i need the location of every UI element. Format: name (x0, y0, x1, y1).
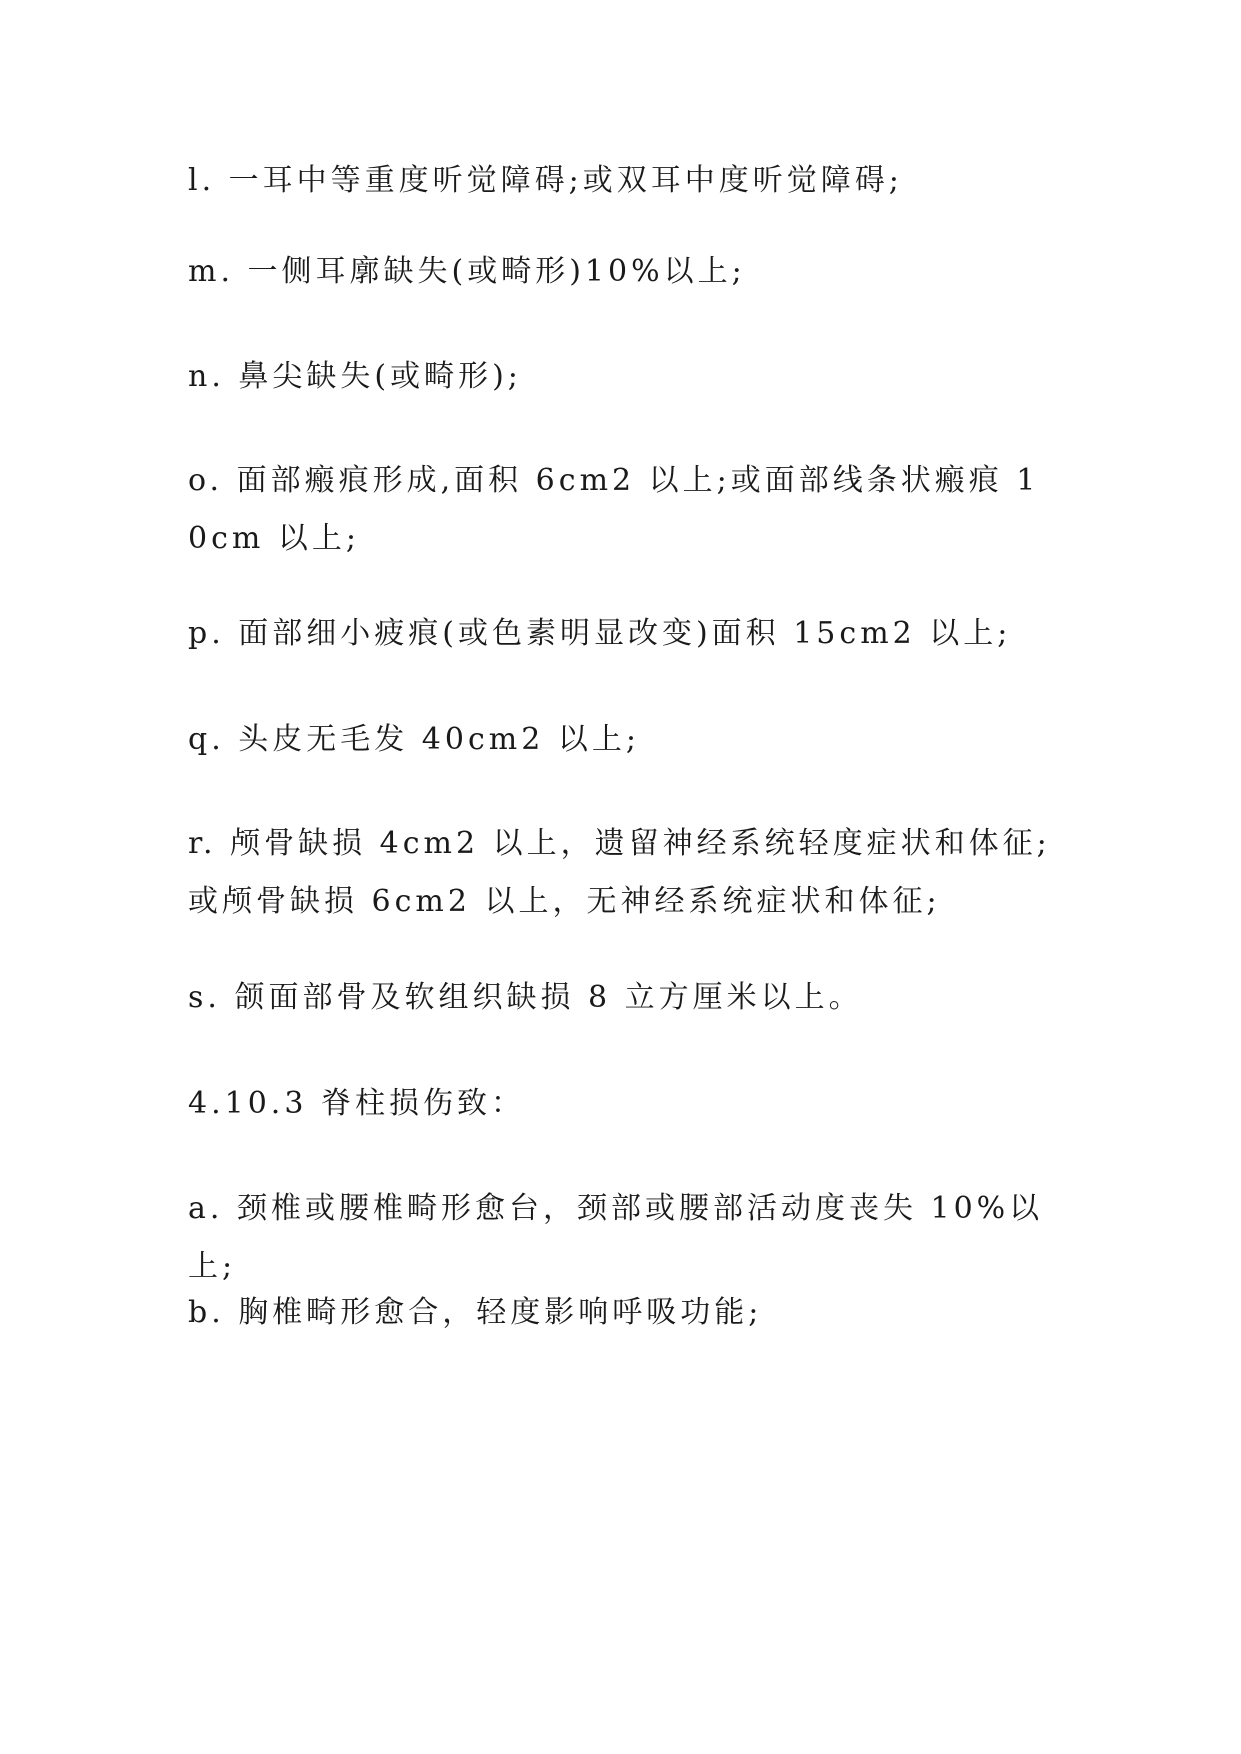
item-q: q. 头皮无毛发 40cm2 以上; (188, 722, 640, 757)
item-m: m. 一侧耳廓缺失(或畸形)10%以上; (188, 254, 746, 289)
item-p: p. 面部细小疲痕(或色素明显改变)面积 15cm2 以上; (188, 616, 1012, 651)
item-a: a. 颈椎或腰椎畸形愈台，颈部或腰部活动度丧失 10%以上; (188, 1191, 1044, 1284)
item-b: b. 胸椎畸形愈合，轻度影响呼吸功能; (188, 1295, 763, 1330)
item-n: n. 鼻尖缺失(或畸形); (188, 359, 522, 394)
item-l: l. 一耳中等重度听觉障碍;或双耳中度听觉障碍; (188, 163, 903, 198)
section-heading-4-10-3: 4.10.3 脊柱损伤致： (188, 1086, 525, 1121)
item-o: o. 面部瘢痕形成,面积 6cm2 以上;或面部线条状瘢痕 10cm 以上; (188, 463, 1040, 556)
item-r: r. 颅骨缺损 4cm2 以上，遗留神经系统轻度症状和体征;或颅骨缺损 6cm2 以上，无神经系统症状和体征; (188, 826, 1051, 919)
item-s: s. 颌面部骨及软组织缺损 8 立方厘米以上。 (188, 980, 863, 1015)
